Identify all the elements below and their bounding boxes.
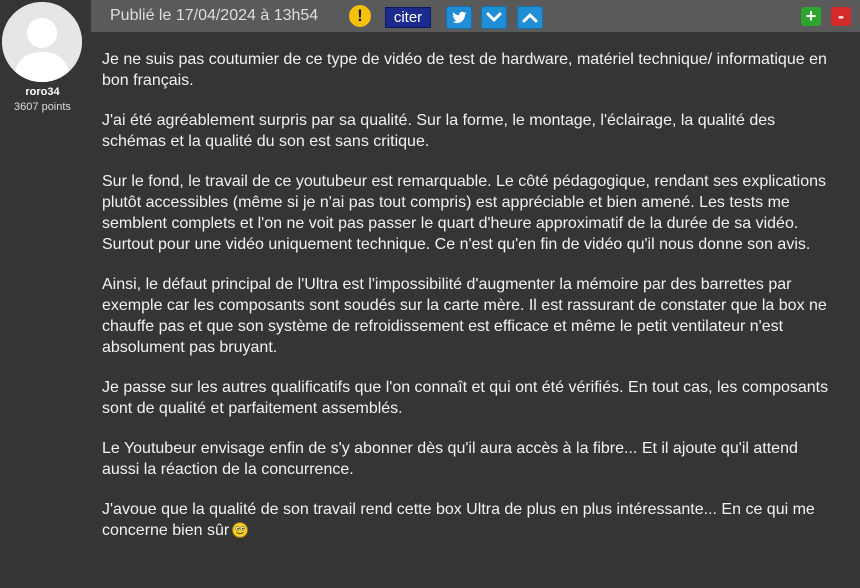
smiley-icon — [232, 522, 248, 538]
default-avatar-icon[interactable] — [2, 2, 82, 82]
post-paragraph: Ainsi, le défaut principal de l'Ultra est l'impossibilité d'augmenter la mémoire par des barrettes par exemple car les composants sont soudés sur la carte mère. Il est rassurant de constater que la box ne chauffe pas et que son système de refroidissement est efficace et même le petit ventilateur n'est absolument pas bruyant. — [102, 276, 827, 356]
add-button[interactable]: + — [801, 7, 821, 26]
cite-button[interactable]: citer — [385, 7, 431, 28]
post-date: Publié le 17/04/2024 à 13h54 — [110, 7, 319, 24]
post-paragraph: Je passe sur les autres qualificatifs que l'on connaît et qui ont été vérifiés. En tout cas, les composants sont de qualité et parfaitement assemblés. — [102, 379, 829, 417]
warning-icon[interactable]: ! — [349, 5, 371, 27]
chevron-down-icon[interactable] — [481, 6, 507, 29]
post-header — [91, 0, 860, 32]
user-column — [0, 0, 85, 588]
user-points: 3607 points — [14, 101, 71, 113]
post-paragraph: Le Youtubeur envisage enfin de s'y abonner dès qu'il aura accès à la fibre... Et il ajoute qu'il attend aussi la réaction de la concurrence. — [102, 440, 798, 478]
post-paragraph: J'ai été agréablement surpris par sa qualité. Sur la forme, le montage, l'éclairage, la qualité des schémas et la qualité du son est sans critique. — [102, 112, 776, 150]
post-paragraph-text: J'avoue que la qualité de son travail rend cette box Ultra de plus en plus intéressante... En ce qui me concerne bien sûr — [102, 501, 815, 539]
post-body — [102, 49, 837, 560]
chevron-up-icon[interactable] — [517, 6, 543, 29]
post-paragraph: Sur le fond, le travail de ce youtubeur est remarquable. Le côté pédagogique, rendant ses explications plutôt accessibles (même si je n'ai pas tout compris) est appréciable et bien amené. Les tests me semblent complets et l'on ne voit pas passer le quart d'heure approximatif de la durée de sa vidéo. Surtout pour une vidéo uniquement technique. Ce n'est qu'en fin de vidéo qu'il nous donne son avis. — [102, 173, 827, 253]
username[interactable]: roro34 — [25, 86, 60, 98]
post-paragraph: Je ne suis pas coutumier de ce type de vidéo de test de hardware, matériel technique/ informatique en bon français. — [102, 51, 827, 89]
post-last-paragraph — [102, 499, 837, 541]
twitter-icon[interactable] — [446, 6, 472, 29]
remove-button[interactable]: - — [831, 7, 851, 26]
